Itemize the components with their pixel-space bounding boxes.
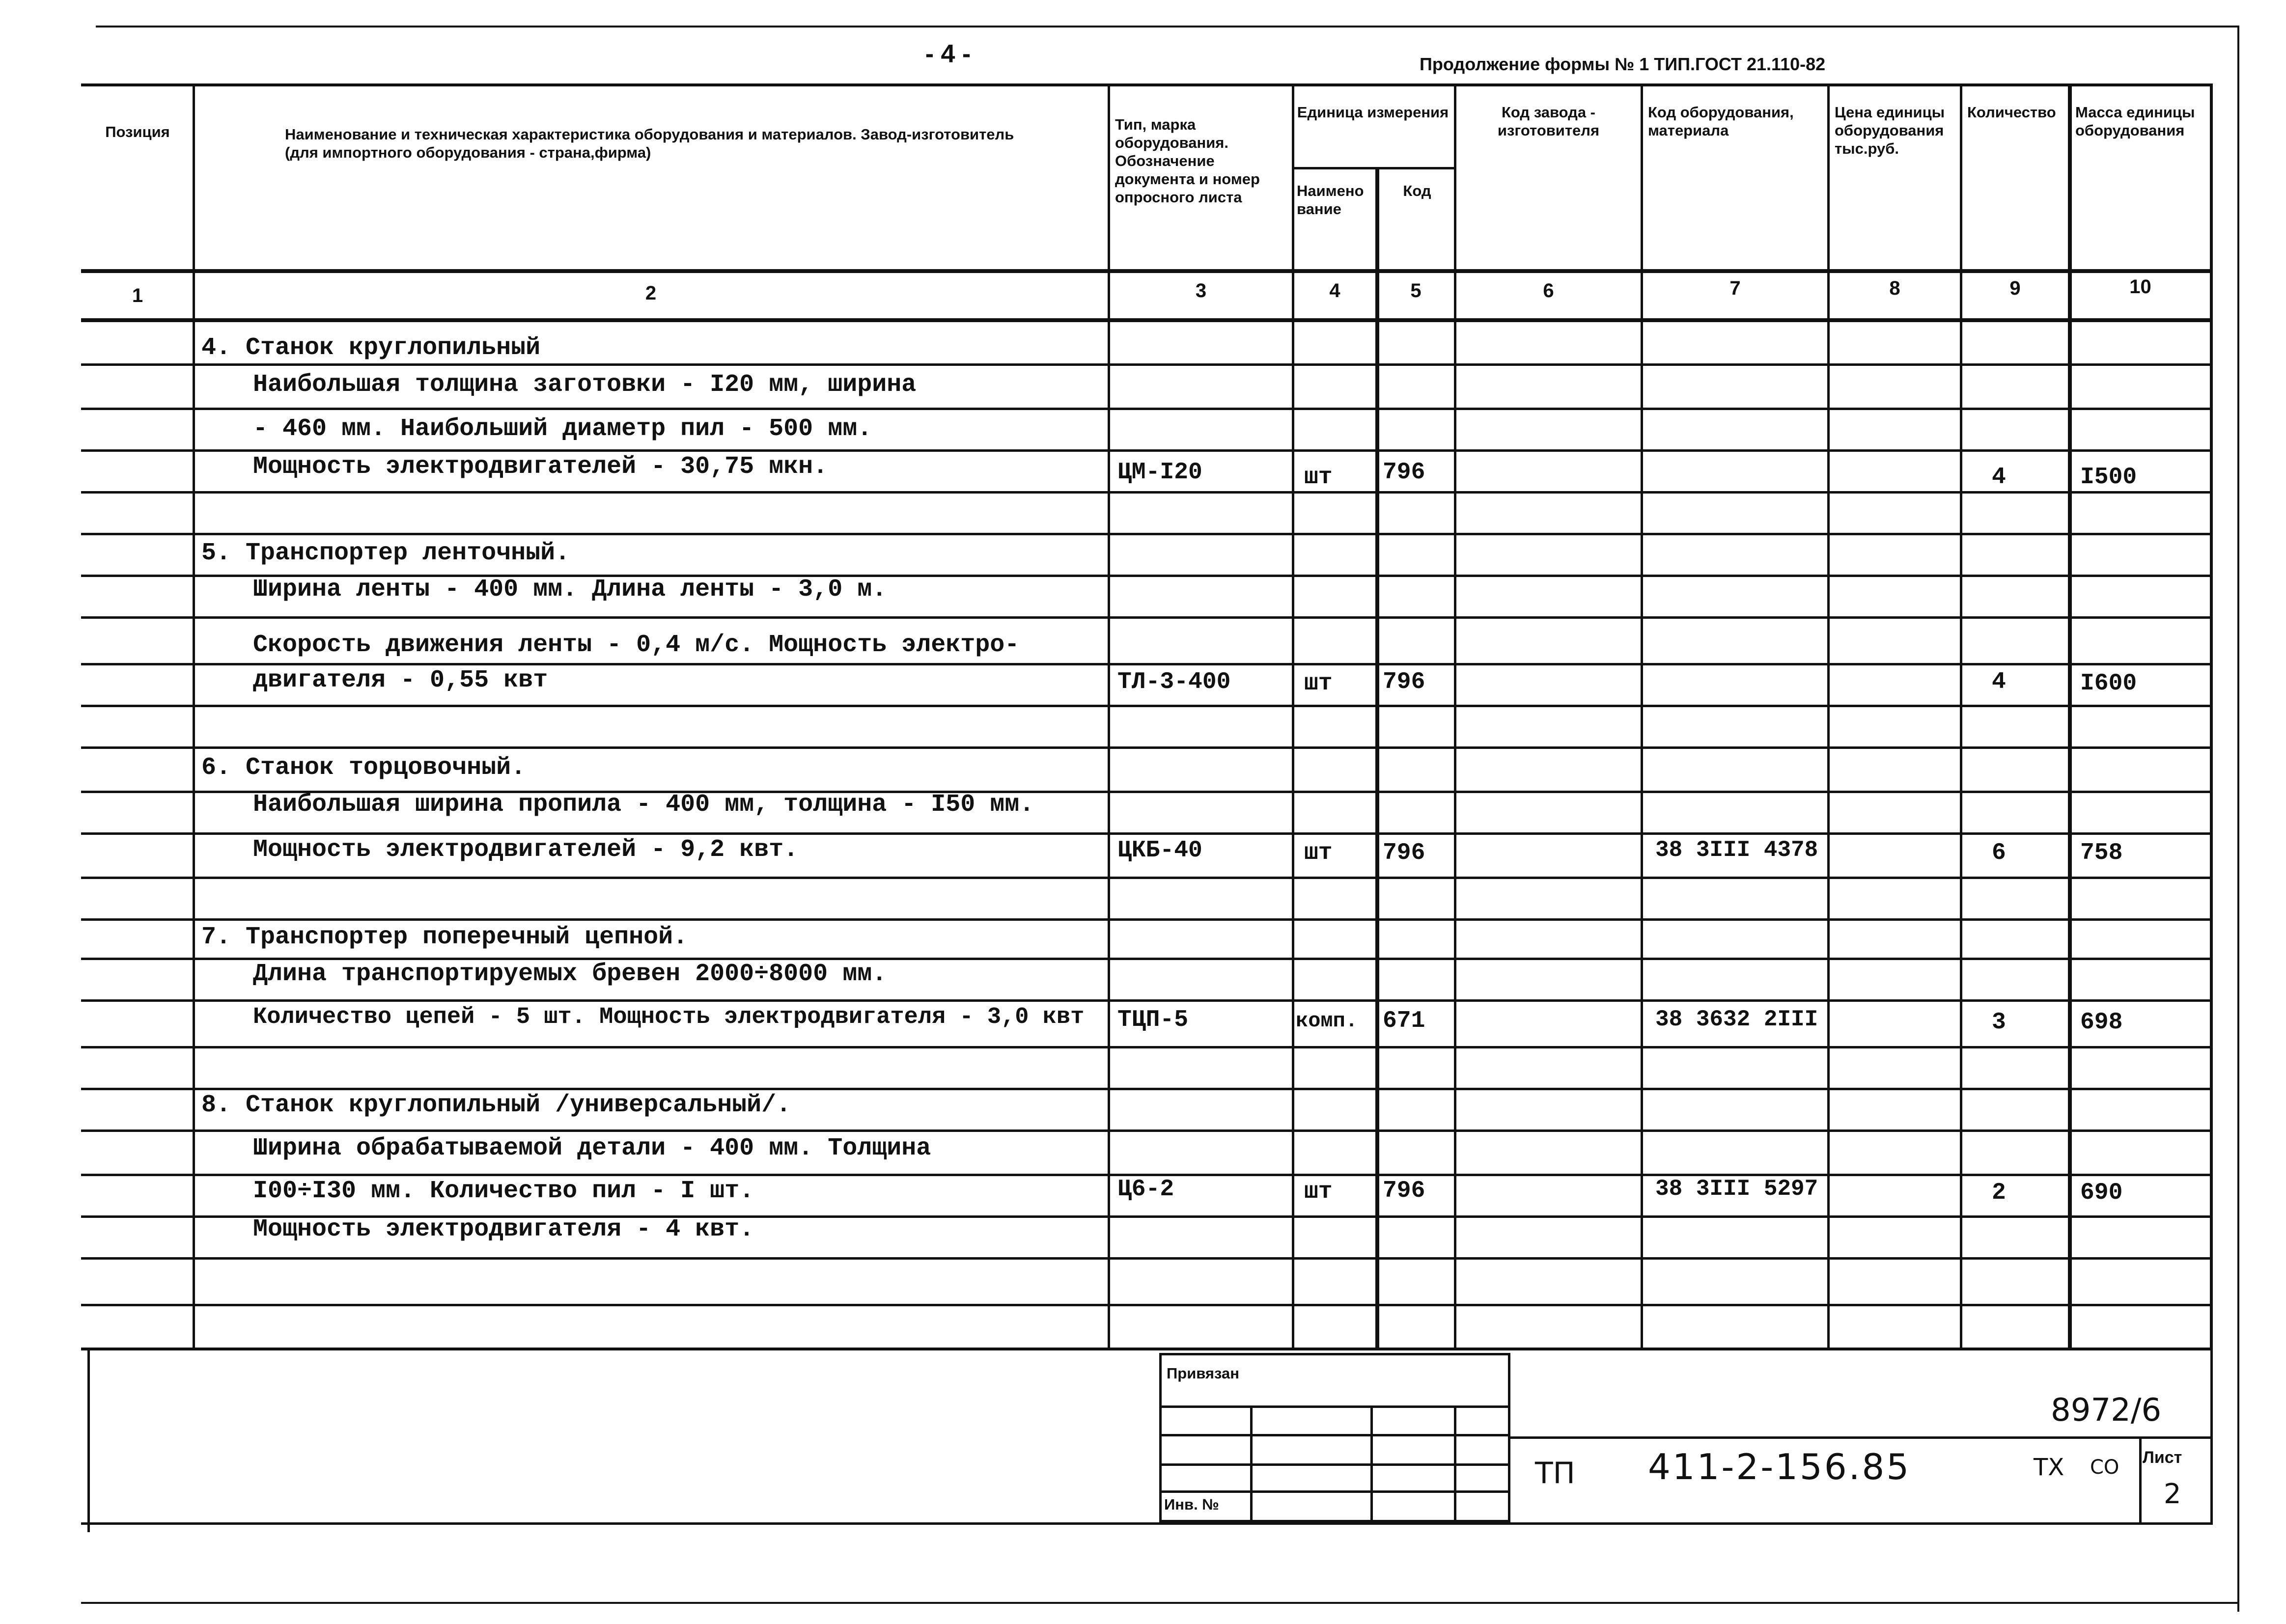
item-5-unit: шт <box>1304 670 1333 697</box>
stamp-grid-line <box>1370 1405 1373 1522</box>
row-line <box>81 1304 2213 1306</box>
item-7-title: 7. Транспортер поперечный цепной. <box>201 923 688 951</box>
item-6-unit: шт <box>1304 840 1333 866</box>
item-7-mass: 698 <box>2080 1009 2123 1036</box>
item-5-line: двигателя - 0,55 квт <box>253 666 548 694</box>
col-line-7 <box>1827 83 1830 1350</box>
item-4-type: ЦМ-I20 <box>1117 459 1202 486</box>
col-line-5 <box>1454 83 1456 1350</box>
row-line <box>81 1088 2213 1090</box>
row-line <box>81 663 2213 665</box>
col45-header: Единица измерения <box>1297 104 1449 121</box>
col-line-6 <box>1641 83 1643 1350</box>
colnum-6: 6 <box>1543 280 1554 302</box>
col9-header: Количество <box>1967 104 2056 121</box>
item-4-code: 796 <box>1383 459 1425 486</box>
col2-header: Наименование и техническая характеристика оборудования и материалов. Завод-изготовитель (для импортного оборудования - страна,фирма) <box>285 126 1014 161</box>
stamp-grid-line <box>1159 1434 1510 1436</box>
row-line <box>81 363 2213 366</box>
left-bracket-line <box>87 1350 90 1532</box>
item-4-line: Наибольшая толщина заготовки - I20 мм, ширина <box>253 371 917 399</box>
tp-label: ТП <box>1535 1456 1575 1490</box>
item-5-qty: 4 <box>1992 669 2006 695</box>
inv-label: Инв. № <box>1164 1496 1219 1513</box>
col-line-1 <box>193 83 195 1350</box>
col5-header: Код <box>1403 182 1431 199</box>
item-8-line: I00÷I30 мм. Количество пил - I шт. <box>253 1177 754 1205</box>
item-7-line: Количество цепей - 5 шт. Мощность электродвигателя - 3,0 квт <box>253 1004 1085 1030</box>
item-4-line: - 460 мм. Наибольший диаметр пил - 500 мм. <box>253 415 872 443</box>
colnum-9: 9 <box>2009 277 2021 299</box>
col-line-2 <box>1108 83 1110 1350</box>
stamp-title-line <box>1510 1436 2213 1439</box>
col-line-3 <box>1292 83 1294 1350</box>
sheet-number: 2 <box>2164 1478 2181 1510</box>
colnum-7: 7 <box>1729 277 1741 299</box>
col7-header: Код оборудования, материала <box>1648 104 1794 139</box>
col-line-4 <box>1375 167 1379 1350</box>
col10-header: Масса единицы оборудования <box>2075 104 2195 139</box>
item-6-type: ЦКБ-40 <box>1117 837 1202 864</box>
row-line <box>81 408 2213 410</box>
item-8-unit: шт <box>1304 1179 1333 1205</box>
item-4-line: Мощность электродвигателей - 30,75 мкн. <box>253 453 828 481</box>
number-row-line <box>81 318 2213 322</box>
item-6-code: 796 <box>1383 840 1425 866</box>
item-5-title: 5. Транспортер ленточный. <box>201 539 570 567</box>
sheet-divider-line <box>2139 1436 2142 1522</box>
row-line <box>81 491 2213 494</box>
row-line <box>81 1129 2213 1132</box>
item-4-mass: I500 <box>2080 464 2137 491</box>
item-6-mass: 758 <box>2080 840 2123 866</box>
row-line <box>81 616 2213 619</box>
row-line <box>81 918 2213 921</box>
col-line-8 <box>1960 83 1962 1350</box>
tx-label: ТХ <box>2034 1454 2064 1481</box>
stamp-grid-line <box>1159 1405 1510 1408</box>
item-8-line: Мощность электродвигателя - 4 квт. <box>253 1215 754 1243</box>
row-line <box>81 449 2213 452</box>
colnum-2: 2 <box>645 282 657 304</box>
item-5-code: 796 <box>1383 669 1425 695</box>
item-4-unit: шт <box>1304 464 1333 491</box>
project-number: 411-2-156.85 <box>1648 1446 1911 1487</box>
item-7-line: Длина транспортируемых бревен 2000÷8000 мм. <box>253 960 887 988</box>
row-line <box>81 705 2213 707</box>
privyazan-label: Привязан <box>1167 1365 1239 1382</box>
col-line-9 <box>2068 83 2072 1350</box>
colnum-5: 5 <box>1410 280 1422 302</box>
row-line <box>81 533 2213 535</box>
row-line <box>81 832 2213 835</box>
col3-header: Тип, марка оборудования. Обозначение документа и номер опросного листа <box>1115 116 1260 206</box>
item-6-line: Наибольшая ширина пропила - 400 мм, толщина - I50 мм. <box>253 791 1034 819</box>
page-bottom-line <box>81 1602 2237 1604</box>
item-7-qty: 3 <box>1992 1009 2006 1036</box>
col1-header: Позиция <box>105 123 170 140</box>
row-line <box>81 1257 2213 1260</box>
sheet-label: Лист <box>2143 1448 2182 1467</box>
item-6-qty: 6 <box>1992 840 2006 866</box>
form-continuation: Продолжение формы № 1 ТИП.ГОСТ 21.110-82 <box>1420 54 1826 74</box>
item-6-material-code: 38 3III 4378 <box>1655 837 1818 863</box>
item-7-code: 671 <box>1383 1008 1425 1034</box>
stamp-grid-line <box>1250 1405 1253 1522</box>
item-8-line: Ширина обрабатываемой детали - 400 мм. Толщина <box>253 1134 931 1162</box>
stamp-grid-line <box>1454 1405 1456 1522</box>
item-8-qty: 2 <box>1992 1180 2006 1206</box>
item-7-unit: комп. <box>1296 1009 1358 1033</box>
stamp-bottom-line <box>81 1522 2213 1525</box>
co-label: СО <box>2090 1456 2119 1479</box>
page-top-line <box>96 26 2237 28</box>
col4-header: Наименование <box>1297 182 1364 218</box>
stamp-grid-line <box>1159 1463 1510 1466</box>
page-right-line <box>2237 26 2239 1612</box>
row-line <box>81 1046 2213 1048</box>
colnum-4: 4 <box>1329 280 1340 302</box>
row-line <box>81 999 2213 1002</box>
row-line <box>81 746 2213 749</box>
colnum-1: 1 <box>132 285 143 306</box>
item-8-type: Ц6-2 <box>1117 1176 1174 1203</box>
item-8-mass: 690 <box>2080 1180 2123 1206</box>
doc-id: 8972/6 <box>2051 1392 2162 1429</box>
item-8-material-code: 38 3III 5297 <box>1655 1176 1818 1202</box>
item-7-type: ТЦП-5 <box>1117 1007 1189 1033</box>
item-8-code: 796 <box>1383 1178 1425 1204</box>
item-7-material-code: 38 3632 2III <box>1655 1007 1818 1032</box>
item-8-title: 8. Станок круглопильный /универсальный/. <box>201 1091 791 1119</box>
col6-header: Код завода - изготовителя <box>1497 104 1600 139</box>
item-4-qty: 4 <box>1992 464 2006 491</box>
unit-subheader-line <box>1292 167 1454 169</box>
item-4-title: 4. Станок круглопильный <box>201 334 541 362</box>
colnum-8: 8 <box>1889 277 1900 299</box>
item-5-type: ТЛ-3-400 <box>1117 669 1231 695</box>
colnum-3: 3 <box>1195 280 1207 302</box>
col8-header: Цена единицы оборудования тыс.руб. <box>1835 104 1945 157</box>
item-5-line: Скорость движения ленты - 0,4 м/с. Мощность электро- <box>253 631 1020 659</box>
item-5-mass: I600 <box>2080 670 2137 697</box>
item-6-title: 6. Станок торцовочный. <box>201 754 526 782</box>
item-5-line: Ширина ленты - 400 мм. Длина ленты - 3,0 м. <box>253 576 887 604</box>
stamp-grid-line <box>1159 1490 1510 1493</box>
row-line <box>81 877 2213 879</box>
page-number: - 4 - <box>925 40 971 68</box>
item-6-line: Мощность электродвигателей - 9,2 квт. <box>253 836 799 864</box>
colnum-10: 10 <box>2129 276 2151 298</box>
header-bottom-line <box>81 269 2213 273</box>
